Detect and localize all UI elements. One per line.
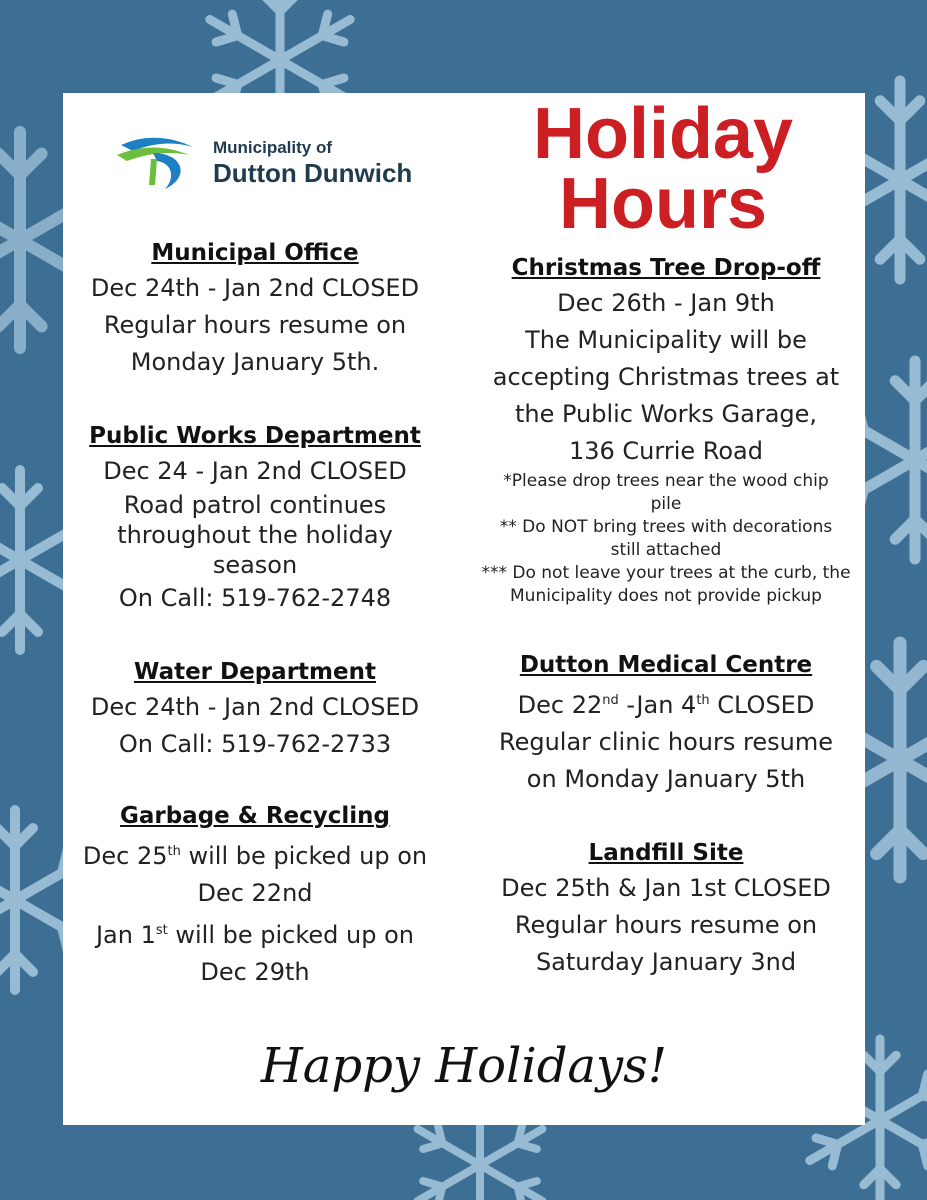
info-line: throughout the holiday xyxy=(117,521,393,549)
info-line: the Public Works Garage, xyxy=(514,400,818,428)
phone-line: On Call: 519-762-2733 xyxy=(118,730,392,758)
info-line: on Monday January 5th xyxy=(526,765,806,793)
info-line: Dec 29th xyxy=(200,958,310,986)
municipality-logo-icon xyxy=(113,133,203,193)
info-line: Saturday January 3nd xyxy=(535,948,797,976)
note-line: *Please drop trees near the wood chip pile xyxy=(503,471,829,514)
landfill-section xyxy=(467,836,865,981)
right-column xyxy=(467,251,865,981)
section-heading: Landfill Site xyxy=(588,840,744,866)
phone-line: On Call: 519-762-2748 xyxy=(118,584,392,612)
public-works-section xyxy=(63,419,447,617)
logo-line-1: Municipality of xyxy=(213,138,332,157)
section-heading: Garbage & Recycling xyxy=(119,803,391,829)
info-line: accepting Christmas trees at xyxy=(492,363,840,391)
info-line: Dec 24th - Jan 2nd CLOSED xyxy=(90,274,420,302)
info-line: Dec 24 - Jan 2nd CLOSED xyxy=(103,457,407,485)
info-line: season xyxy=(212,551,298,579)
holiday-hours-card xyxy=(63,93,865,1125)
info-line: Jan 1st will be picked up on xyxy=(95,921,415,949)
note-line: ** Do NOT bring trees with decorations still attached xyxy=(499,517,833,560)
municipal-office-section xyxy=(63,236,447,381)
water-section xyxy=(63,655,447,763)
info-line: Dec 22nd xyxy=(197,879,313,907)
info-line: Dec 22nd -Jan 4th CLOSED xyxy=(517,691,815,719)
section-heading: Water Department xyxy=(134,659,376,685)
section-heading: Christmas Tree Drop-off xyxy=(511,255,821,281)
title-line-2: Hours xyxy=(558,164,768,244)
info-line: Road patrol continues xyxy=(123,491,387,519)
section-heading: Public Works Department xyxy=(89,423,421,449)
info-line: Monday January 5th. xyxy=(130,348,380,376)
info-line: Regular hours resume on xyxy=(514,911,818,939)
municipality-logo xyxy=(113,133,413,193)
info-line: Regular hours resume on xyxy=(103,311,407,339)
note-line: *** Do not leave your trees at the curb, the Municipality does not provide pickup xyxy=(481,563,851,606)
garbage-section xyxy=(63,799,447,991)
page-title xyxy=(478,94,848,244)
section-heading: Municipal Office xyxy=(151,240,359,266)
tree-dropoff-section xyxy=(467,251,865,608)
section-heading: Dutton Medical Centre xyxy=(519,652,813,678)
happy-holidays-footer: Happy Holidays! xyxy=(260,1038,668,1094)
medical-centre-section xyxy=(467,648,865,798)
info-line: The Municipality will be xyxy=(525,326,807,354)
info-line: Dec 24th - Jan 2nd CLOSED xyxy=(90,693,420,721)
info-line: Dec 25th & Jan 1st CLOSED xyxy=(501,874,831,902)
info-line: Dec 26th - Jan 9th xyxy=(557,289,775,317)
info-line: Dec 25th will be picked up on xyxy=(82,842,428,870)
info-line: Regular clinic hours resume xyxy=(499,728,833,756)
address-line: 136 Currie Road xyxy=(568,437,763,465)
logo-line-2: Dutton Dunwich xyxy=(213,158,413,188)
title-line-1: Holiday xyxy=(532,94,794,174)
left-column xyxy=(63,236,447,991)
